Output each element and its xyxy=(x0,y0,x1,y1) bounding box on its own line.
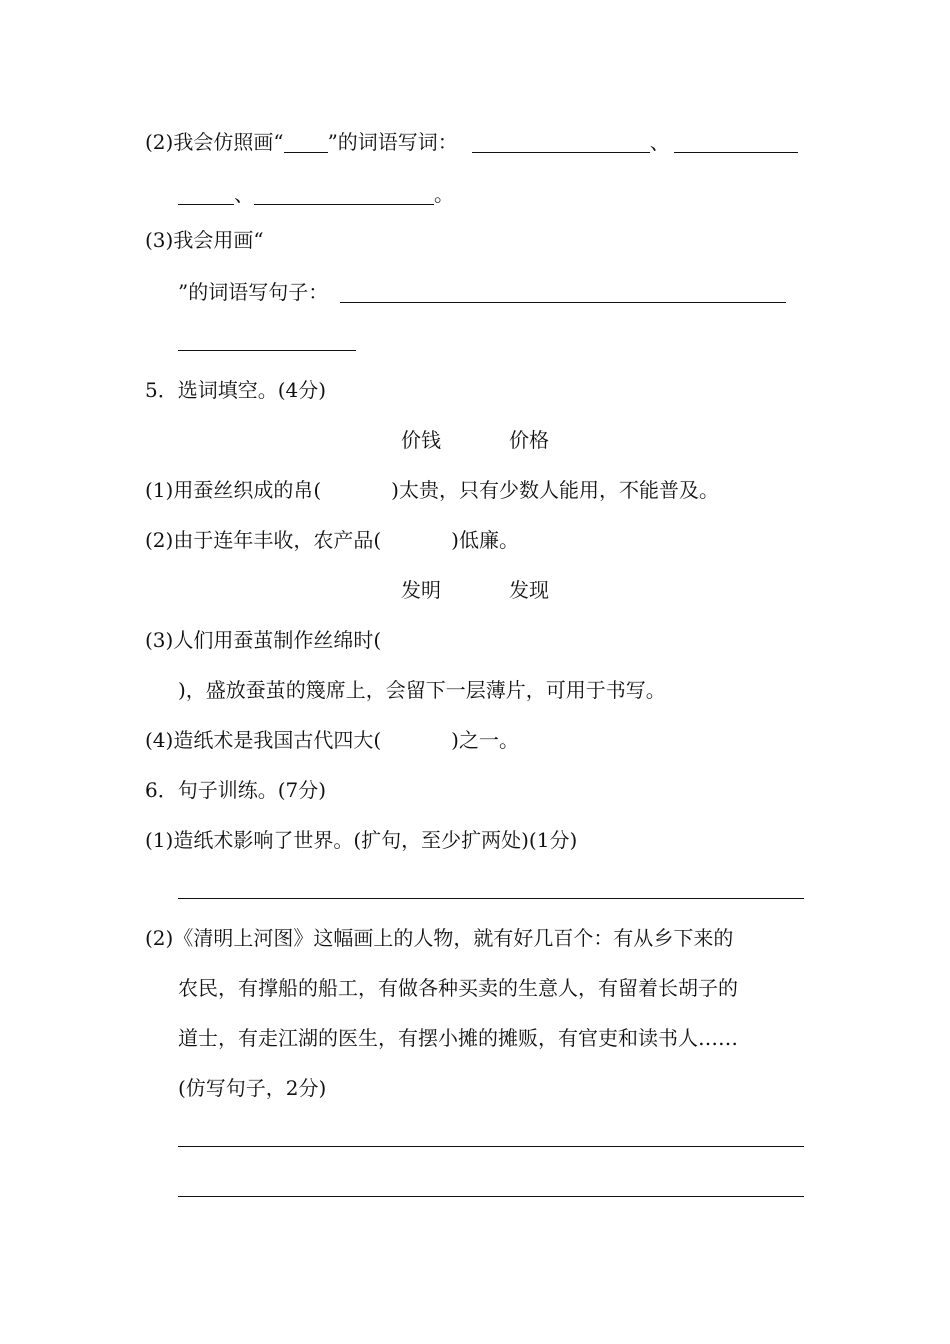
underline-sample-blank[interactable] xyxy=(284,126,328,153)
q5-word-options-1 xyxy=(0,422,950,458)
q4-part2-suffix: ”的词语写词： xyxy=(327,130,458,154)
q4-part3-line2 xyxy=(178,274,805,310)
q5-s2-suffix: )低廉。 xyxy=(451,528,519,552)
answer-line-1[interactable] xyxy=(178,898,804,899)
q5-s4-suffix: )之一。 xyxy=(451,728,519,752)
q5-sentence-3-line1: (3)人们用蚕茧制作丝绵时( xyxy=(145,628,382,652)
q5-s2-prefix: (2)由于连年丰收，农产品( xyxy=(145,528,382,552)
word-option: 发明 xyxy=(401,578,441,602)
q4-part2-line2 xyxy=(178,176,805,212)
separator: 、 xyxy=(234,182,254,206)
q4-part2-prefix: (2)我会仿照画“ xyxy=(145,130,284,154)
q5-sentence-1 xyxy=(145,472,805,508)
q4-part3-line1: (3)我会用画“ xyxy=(145,228,264,252)
q4-part2-line1 xyxy=(145,124,805,160)
q4-part3-prompt: ”的词语写句子： xyxy=(178,280,329,304)
q6-sentence-2-line3: 道士，有走江湖的医生，有摆小摊的摊贩，有官吏和读书人…… xyxy=(178,1026,738,1050)
q5-sentence-2 xyxy=(145,522,805,558)
word-option: 价格 xyxy=(509,428,549,452)
q6-sentence-2-line4: (仿写句子，2分) xyxy=(178,1076,327,1100)
answer-line-3[interactable] xyxy=(178,1196,804,1197)
q6-title: 6．句子训练。(7分) xyxy=(145,778,327,802)
q6-sentence-2-line1: (2)《清明上河图》这幅画上的人物，就有好几百个：有从乡下来的 xyxy=(145,926,734,950)
q5-word-options-2 xyxy=(0,572,950,608)
word-option: 发现 xyxy=(509,578,549,602)
period: 。 xyxy=(434,182,454,206)
q5-s4-prefix: (4)造纸术是我国古代四大( xyxy=(145,728,382,752)
word-answer-blank-3[interactable] xyxy=(254,178,434,205)
word-answer-blank-2b[interactable] xyxy=(178,178,234,205)
q5-s1-prefix: (1)用蚕丝织成的帛( xyxy=(145,478,322,502)
sentence-answer-blank-2[interactable] xyxy=(178,350,356,351)
sentence-answer-blank-1[interactable] xyxy=(340,276,786,303)
q6-sentence-1: (1)造纸术影响了世界。(扩句，至少扩两处)(1分) xyxy=(145,828,578,852)
q5-sentence-4 xyxy=(145,722,805,758)
q5-sentence-3-line2: )，盛放蚕茧的篾席上，会留下一层薄片，可用于书写。 xyxy=(178,678,666,702)
word-answer-blank-1[interactable] xyxy=(472,126,650,153)
answer-line-2[interactable] xyxy=(178,1146,804,1147)
q6-sentence-2-line2: 农民，有撑船的船工，有做各种买卖的生意人，有留着长胡子的 xyxy=(178,976,738,1000)
q5-s1-suffix: )太贵，只有少数人能用，不能普及。 xyxy=(391,478,719,502)
word-option: 价钱 xyxy=(401,428,441,452)
separator: 、 xyxy=(649,130,670,154)
word-answer-blank-2a[interactable] xyxy=(674,126,798,153)
q5-title: 5．选词填空。(4分) xyxy=(145,378,327,402)
